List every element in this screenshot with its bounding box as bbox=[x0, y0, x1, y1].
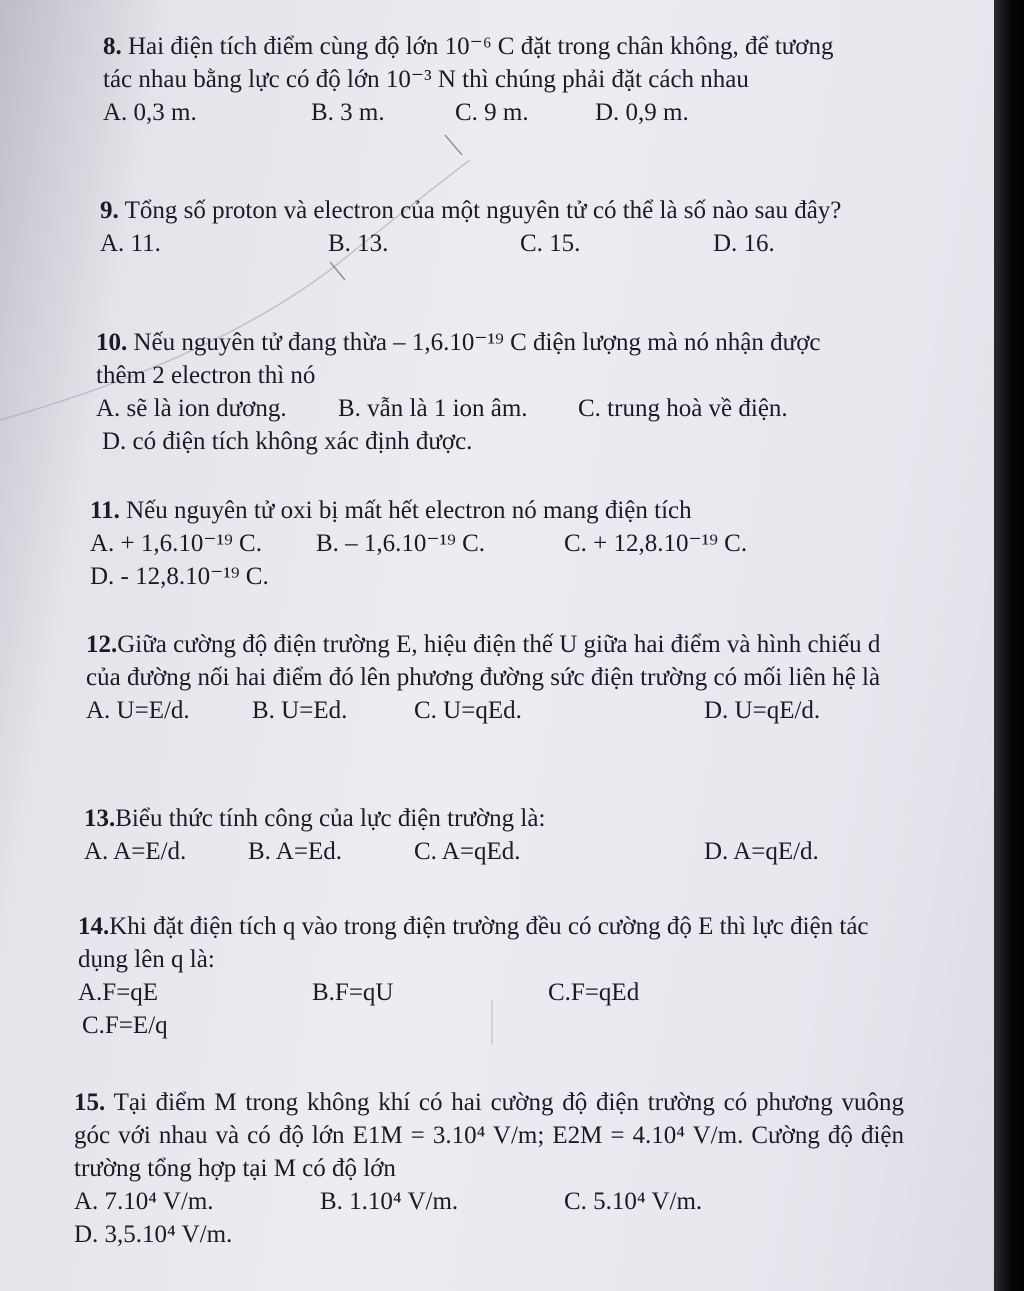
question-number: 15. bbox=[74, 1089, 106, 1116]
phone-edge bbox=[994, 0, 1024, 1291]
option-c[interactable]: C. 15. bbox=[520, 230, 581, 257]
option-c[interactable]: C. 5.10⁴ V/m. bbox=[564, 1188, 703, 1215]
option-a[interactable]: A.F=qE bbox=[78, 979, 159, 1006]
question-number: 11. bbox=[90, 497, 120, 524]
option-b[interactable]: B. 1.10⁴ V/m. bbox=[320, 1188, 459, 1215]
options-row bbox=[86, 694, 896, 727]
question-13 bbox=[84, 802, 894, 868]
question-14-text: 14.Khi đặt điện tích q vào trong điện trường đều có cường độ E thì lực điện tác dụng lên q là: bbox=[78, 913, 869, 973]
options-row bbox=[90, 527, 870, 560]
question-number: 9. bbox=[100, 197, 119, 224]
question-number: 13. bbox=[84, 805, 116, 832]
options-row bbox=[103, 96, 863, 129]
question-8-text: 8. Hai điện tích điểm cùng độ lớn 10⁻⁶ C đặt trong chân không, để tương tác nhau bằng lực có độ lớn 10⁻³ N thì chúng phải đặt cách nhau bbox=[103, 33, 834, 93]
option-c[interactable]: C. + 12,8.10⁻¹⁹ C. bbox=[564, 530, 748, 557]
option-d[interactable]: D. 16. bbox=[713, 230, 775, 257]
options-row bbox=[74, 1185, 904, 1248]
option-c[interactable]: C. trung hoà về điện. bbox=[578, 395, 788, 422]
option-d[interactable]: D. 3,5.10⁴ V/m. bbox=[74, 1221, 233, 1248]
option-c[interactable]: C. A=qEd. bbox=[414, 838, 521, 865]
options-row bbox=[90, 560, 870, 593]
option-c[interactable]: C. 9 m. bbox=[455, 99, 529, 126]
option-a[interactable]: A. + 1,6.10⁻¹⁹ C. bbox=[90, 530, 262, 557]
option-c2[interactable]: C.F=E/q bbox=[82, 1012, 168, 1039]
option-a[interactable]: A. 11. bbox=[100, 230, 161, 257]
question-number: 10. bbox=[96, 329, 128, 356]
option-b[interactable]: B. vẫn là 1 ion âm. bbox=[338, 395, 528, 422]
option-c[interactable]: C. U=qEd. bbox=[414, 697, 522, 724]
option-d[interactable]: D. có điện tích không xác định được. bbox=[102, 428, 473, 455]
question-9-text: 9. Tổng số proton và electron của một nguyên tử có thể là số nào sau đây? bbox=[100, 197, 842, 224]
question-number: 14. bbox=[78, 913, 110, 940]
option-a[interactable]: A. sẽ là ion dương. bbox=[96, 395, 287, 422]
option-b[interactable]: B.F=qU bbox=[312, 979, 394, 1006]
options-row bbox=[78, 976, 878, 1009]
option-d[interactable]: D. A=qE/d. bbox=[704, 838, 819, 865]
option-d[interactable]: D. - 12,8.10⁻¹⁹ C. bbox=[90, 563, 269, 590]
question-number: 12. bbox=[86, 631, 118, 658]
question-11 bbox=[90, 494, 870, 593]
option-b[interactable]: B. U=Ed. bbox=[252, 697, 348, 724]
option-b[interactable]: B. 3 m. bbox=[311, 99, 385, 126]
option-d[interactable]: D. 0,9 m. bbox=[595, 99, 689, 126]
question-14 bbox=[78, 910, 878, 1042]
option-d[interactable]: D. U=qE/d. bbox=[704, 697, 821, 724]
question-12 bbox=[86, 628, 896, 727]
question-10 bbox=[96, 326, 866, 458]
options-row bbox=[96, 425, 866, 458]
options-row bbox=[100, 227, 850, 260]
option-b[interactable]: B. – 1,6.10⁻¹⁹ C. bbox=[316, 530, 486, 557]
question-11-text: 11. Nếu nguyên tử oxi bị mất hết electron nó mang điện tích bbox=[90, 497, 692, 524]
option-a[interactable]: A. A=E/d. bbox=[84, 838, 187, 865]
option-b[interactable]: B. 13. bbox=[328, 230, 389, 257]
options-row bbox=[96, 392, 866, 425]
option-a[interactable]: A. 7.10⁴ V/m. bbox=[74, 1188, 214, 1215]
question-8 bbox=[103, 30, 863, 129]
option-b[interactable]: B. A=Ed. bbox=[248, 838, 342, 865]
question-12-text: 12.Giữa cường độ điện trường E, hiệu điện thế U giữa hai điểm và hình chiếu d của đường nối hai điểm đó lên phương đường sức điện trường có mối liên hệ là bbox=[86, 631, 881, 691]
question-13-text: 13.Biểu thức tính công của lực điện trường là: bbox=[84, 805, 546, 832]
question-15 bbox=[74, 1086, 904, 1248]
option-c[interactable]: C.F=qEd bbox=[548, 979, 640, 1006]
option-a[interactable]: A. U=E/d. bbox=[86, 697, 190, 724]
question-10-text: 10. Nếu nguyên tử đang thừa – 1,6.10⁻¹⁹ C điện lượng mà nó nhận được thêm 2 electron thì nó bbox=[96, 329, 821, 389]
options-row bbox=[78, 1009, 878, 1042]
question-9 bbox=[100, 194, 850, 260]
question-15-text: 15. Tại điểm M trong không khí có hai cường độ điện trường có phương vuông góc với nhau và có độ lớn E1M = 3.10⁴ V/m; E2M = 4.10⁴ V/m. Cường độ điện trường tổng hợp tại M có độ lớn bbox=[74, 1089, 904, 1182]
options-row bbox=[84, 835, 894, 868]
option-a[interactable]: A. 0,3 m. bbox=[103, 99, 197, 126]
question-number: 8. bbox=[103, 33, 122, 60]
